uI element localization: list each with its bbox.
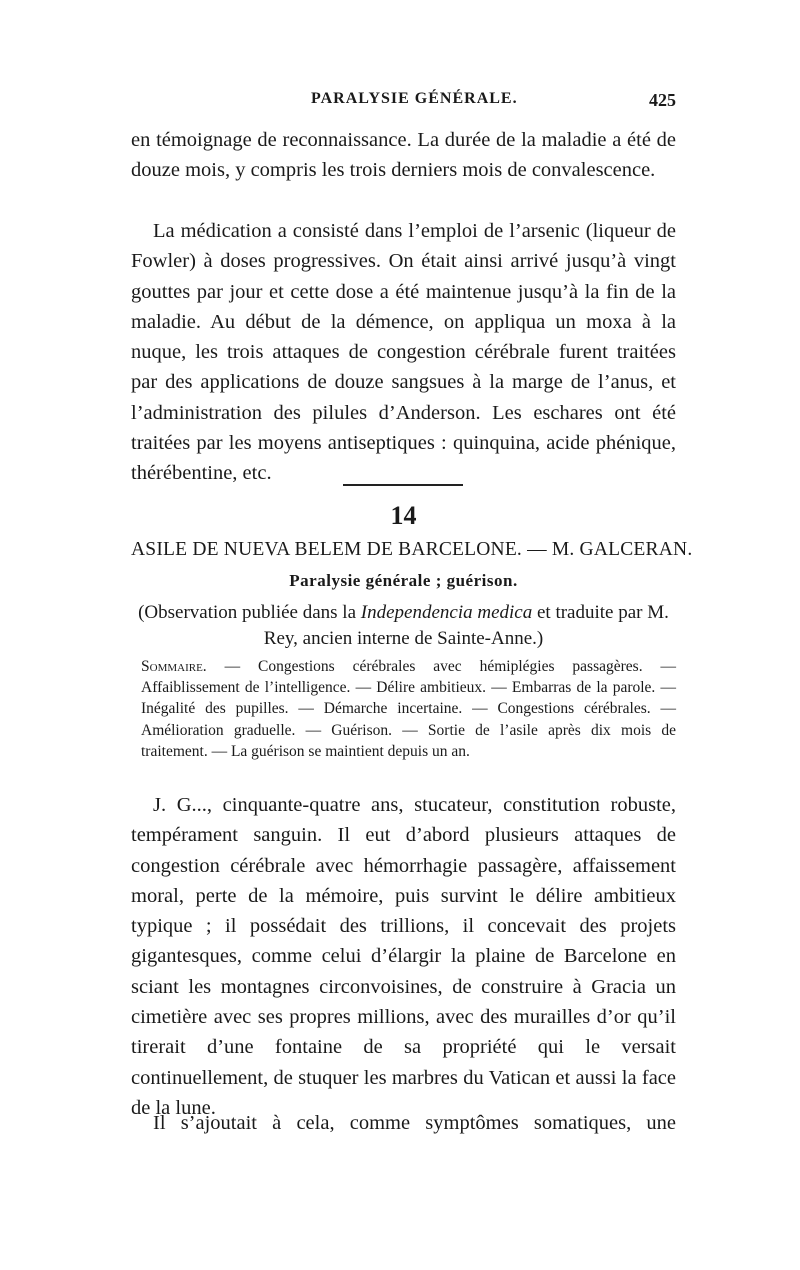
paragraph-4: Il s’ajoutait à cela, comme symptômes somatiques, une bbox=[153, 1112, 676, 1134]
sommaire-text: — Congestions cérébrales avec hémiplégies passagères. — Affaiblissement de l’intelligence. — Délire ambitieux. — Embarras de la parole. — Inégalité des pupilles. — Démarche incertaine. — Congestions cérébrales. — Amélioration graduelle. — Guérison. — Sortie de l’asile après dix mois de traitement. — La guérison se maintient depuis un an. bbox=[141, 658, 676, 760]
observation-source bbox=[131, 600, 676, 652]
sommaire-label: Sommaire. bbox=[141, 658, 207, 675]
paragraph-3: J. G..., cinquante-quatre ans, stucateur, constitution robuste, tempérament sanguin. Il eut d’abord plusieurs attaques de congestion cérébrale avec hémorrhagie passagère, affaissement moral, perte de la mémoire, puis survint le délire ambitieux typique ; il possédait des trillions, il concevait des projets gigantesques, comme celui d’élargir la plaine de Barcelone en sciant les montagnes circonvoisines, de construire à Gracia un cimetière avec ses propres millions, avec des murailles d’or qu’il tirerait d’une fontaine de sa propriété qui le versait continuellement, de stuquer les marbres du Vatican et aussi la face de la lune. bbox=[131, 794, 676, 1119]
running-title: PARALYSIE GÉNÉRALE. bbox=[311, 90, 518, 107]
observation-number: 14 bbox=[390, 501, 417, 530]
sommaire bbox=[141, 656, 676, 762]
source-text-before: (Observation publiée dans la bbox=[138, 602, 361, 623]
section-divider bbox=[343, 484, 463, 486]
paragraph-1: en témoignage de reconnaissance. La durée de la maladie a été de douze mois, y compris les trois derniers mois de convalescence. bbox=[131, 129, 676, 182]
source-journal: Independencia medica bbox=[360, 602, 533, 623]
paragraph-2: La médication a consisté dans l’emploi de l’arsenic (liqueur de Fowler) à doses progressives. On était ainsi arrivé jusqu’à vingt gouttes par jour et cette dose a été maintenue jusqu’à la fin de la maladie. Au début de la démence, on appliqua un moxa à la nuque, les trois attaques de congestion cérébrale furent traitées par des applications de douze sangsues à la marge de l’anus, et l’administration des pilules d’Anderson. Les eschares ont été traitées par les moyens antiseptiques : quinquina, acide phénique, thérébentine, etc. bbox=[131, 220, 676, 485]
source-text-after: et traduite par M. Rey, ancien interne de Sainte-Anne.) bbox=[263, 602, 669, 649]
observation-subheading: Paralysie générale ; guérison. bbox=[289, 571, 518, 590]
running-head bbox=[131, 90, 676, 114]
observation-heading: ASILE DE NUEVA BELEM DE BARCELONE. — M. GALCERAN. bbox=[131, 539, 693, 560]
page-number: 425 bbox=[649, 90, 676, 110]
